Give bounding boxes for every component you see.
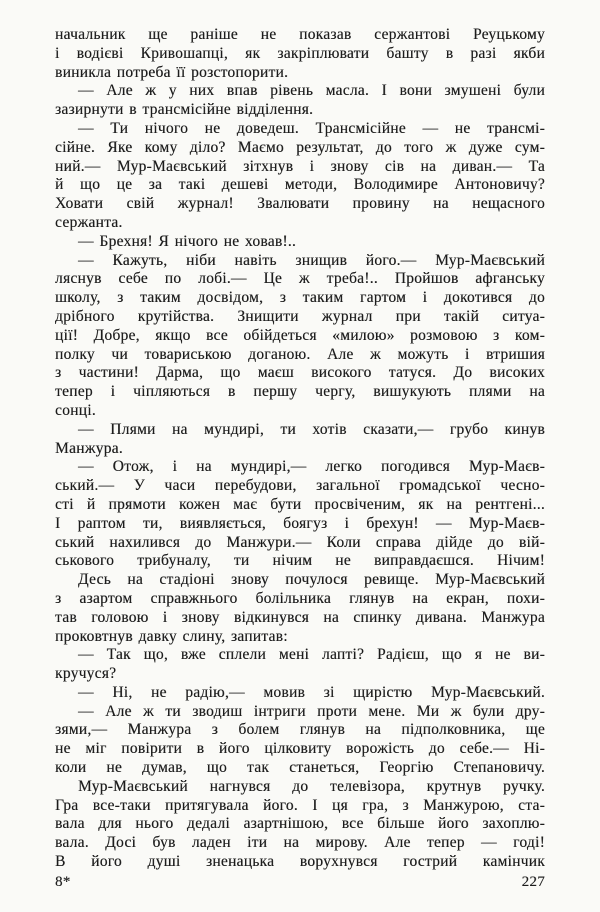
text-line: — Але ж у них впав рівень масла. І вони змушені були bbox=[78, 82, 545, 100]
text-line: І раптом ти, виявляється, боягуз і брехун! — Мур-Маєв- bbox=[55, 514, 545, 532]
text-line: зями,— Манжура з болем глянув на підполковника, ще bbox=[55, 721, 545, 739]
text-line: ський нахилився до Манжури.— Коли справа дійде до вій- bbox=[55, 533, 545, 551]
text-line: — Кажуть, ніби навіть знищив його.— Мур-Маєвський bbox=[78, 251, 545, 269]
text-line: сійне. Яке кому діло? Маємо результат, до того ж дуже сум- bbox=[55, 138, 545, 156]
text-line: В його душі зненацька ворухнувся гострий камінчик bbox=[55, 853, 545, 871]
text-line: вала. Досі був ладен іти на мирову. Але тепер — годі! bbox=[55, 834, 545, 852]
text-line: з частини! Дарма, що маєш високого татуся. До високих bbox=[55, 364, 545, 382]
text-line: сержанта. bbox=[55, 213, 123, 231]
text-line: виникла потреба її розстопорити. bbox=[55, 63, 289, 81]
text-line: з азартом справжнього болільника глянув на екран, похи- bbox=[55, 589, 545, 607]
text-line: начальник ще раніше не показав сержантові Реуцькому bbox=[55, 26, 545, 43]
text-line: тепер і чіпляються в першу чергу, вишукують плями на bbox=[55, 383, 545, 401]
text-line: ськового трибуналу, ти нічим не виправдаєшся. Нічим! bbox=[55, 552, 545, 570]
text-line: полку чи товариською доганою. Але ж можуть і втришия bbox=[55, 345, 545, 363]
text-line: коли не думав, що так станеться, Георгію Степановичу. bbox=[55, 759, 545, 777]
text-line: ляснув себе по лобі.— Це ж треба!.. Пройшов афганську bbox=[55, 270, 545, 288]
text-line: дрібного крутійства. Знищити журнал при такій ситуа- bbox=[55, 307, 545, 325]
text-line: Ховати свій журнал! Звалювати провину на нещасного bbox=[55, 195, 545, 213]
text-line: школу, з таким досвідом, з таким гартом і докотився до bbox=[55, 289, 545, 307]
page-footer bbox=[55, 874, 545, 891]
page-text bbox=[55, 26, 545, 872]
text-line: — Ні, не радію,— мовив зі щирістю Мур-Маєвський. bbox=[78, 683, 545, 701]
text-line: й що це за такі дешеві методи, Володимире Антоновичу? bbox=[55, 176, 545, 194]
text-line: Гра все-таки притягувала його. І ця гра, з Манжурою, ста- bbox=[55, 796, 545, 814]
text-line: не міг повірити в його цілковиту ворожість до себе.— Ні- bbox=[55, 740, 545, 758]
page-number: 227 bbox=[521, 874, 545, 890]
text-line: ний.— Мур-Маєвський зітхнув і знову сів на диван.— Та bbox=[55, 157, 545, 175]
text-line: вала для нього дедалі азартнішою, все більше його захоплю- bbox=[55, 815, 545, 833]
text-line: Мур-Маєвський нагнувся до телевізора, крутнув ручку. bbox=[78, 777, 545, 795]
text-line: кручуся? bbox=[55, 665, 117, 683]
text-line: Манжура. bbox=[55, 439, 123, 457]
signature-mark: 8* bbox=[55, 874, 71, 890]
text-line: проковтнув давку слину, запитав: bbox=[55, 627, 288, 645]
text-line: ський.— У часи перебудови, загальної громадської чесно- bbox=[55, 477, 545, 495]
text-line: — Отож, і на мундирі,— легко погодився Мур-Маєв- bbox=[78, 458, 545, 476]
text-line: — Плями на мундирі, ти хотів сказати,— грубо кинув bbox=[78, 420, 545, 438]
text-line: — Брехня! Я нічого не ховав!.. bbox=[78, 232, 297, 250]
text-line: Десь на стадіоні знову почулося ревище. Мур-Маєвський bbox=[78, 571, 545, 589]
text-line: — Ти нічого не доведеш. Трансмісійне — не трансмі- bbox=[78, 119, 545, 137]
text-line: — Але ж ти зводиш інтриги проти мене. Ми ж були дру- bbox=[78, 702, 545, 720]
text-line: — Так що, вже сплели мені лапті? Радієш, що я не ви- bbox=[78, 646, 545, 664]
text-line: ції! Добре, якщо все обійдеться «милою» розмовою з ком- bbox=[55, 326, 545, 344]
text-line: сонці. bbox=[55, 401, 96, 419]
text-line: і водієві Кривошапці, як закріплювати башту в разі якби bbox=[55, 44, 545, 62]
text-line: зазирнути в трансмісійне відділення. bbox=[55, 101, 314, 119]
text-line: сті й прямоти кожен має бути просвіченим, як на рентгені... bbox=[55, 495, 545, 513]
text-line: тав головою і знову відкинувся на спинку дивана. Манжура bbox=[55, 608, 545, 626]
